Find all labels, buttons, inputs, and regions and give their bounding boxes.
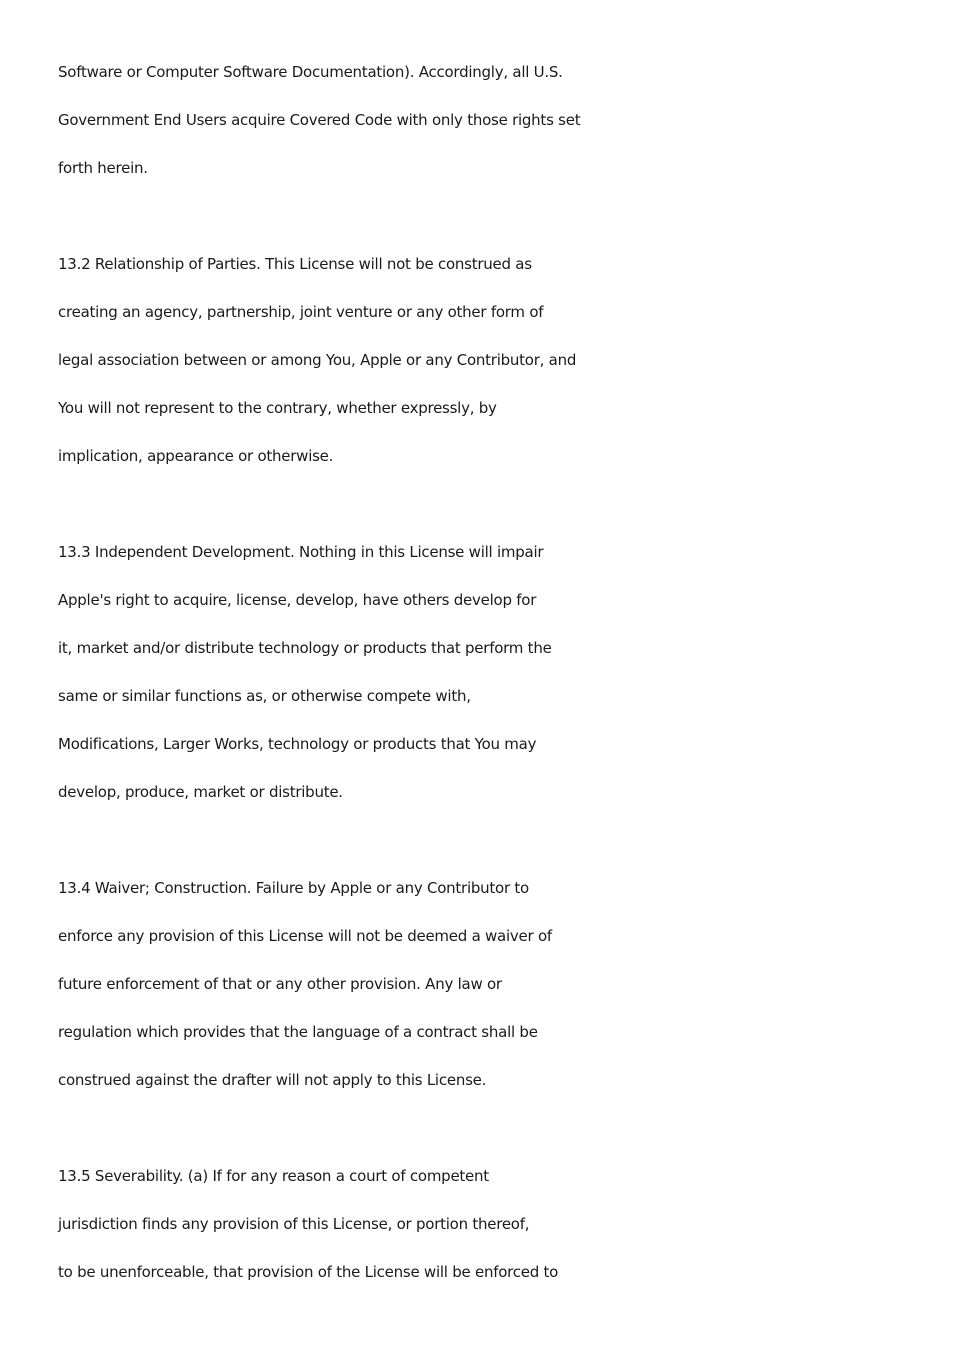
text-line: jurisdiction finds any provision of this License, or portion thereof, (58, 1215, 530, 1233)
paragraph-13-2-relationship-of-parties (58, 249, 678, 489)
text-line: Apple's right to acquire, license, develop, have others develop for (58, 591, 537, 609)
paragraph-government-rights-continued (58, 57, 678, 201)
text-line: it, market and/or distribute technology or products that perform the (58, 639, 552, 657)
text-line: to be unenforceable, that provision of the License will be enforced to (58, 1263, 559, 1281)
text-line: 13.3 Independent Development. Nothing in this License will impair (58, 543, 544, 561)
paragraph-13-4-waiver-construction (58, 873, 678, 1113)
text-line: 13.5 Severability. (a) If for any reason a court of competent (58, 1167, 489, 1185)
text-line: develop, produce, market or distribute. (58, 783, 343, 801)
text-line: creating an agency, partnership, joint venture or any other form of (58, 303, 544, 321)
text-line: enforce any provision of this License will not be deemed a waiver of (58, 927, 552, 945)
text-line: legal association between or among You, Apple or any Contributor, and (58, 351, 577, 369)
paragraph-13-5-severability (58, 1161, 678, 1305)
text-line: future enforcement of that or any other provision. Any law or (58, 975, 502, 993)
text-line: Software or Computer Software Documentation). Accordingly, all U.S. (58, 63, 563, 81)
text-line: Government End Users acquire Covered Code with only those rights set (58, 111, 581, 129)
text-line: forth herein. (58, 159, 148, 177)
text-line: You will not represent to the contrary, whether expressly, by (58, 399, 497, 417)
text-line: regulation which provides that the language of a contract shall be (58, 1023, 538, 1041)
text-line: implication, appearance or otherwise. (58, 447, 334, 465)
paragraph-13-3-independent-development (58, 537, 678, 825)
text-line: 13.4 Waiver; Construction. Failure by Apple or any Contributor to (58, 879, 529, 897)
document-body (58, 57, 678, 1353)
text-line: construed against the drafter will not apply to this License. (58, 1071, 487, 1089)
text-line: same or similar functions as, or otherwise compete with, (58, 687, 471, 705)
text-line: 13.2 Relationship of Parties. This License will not be construed as (58, 255, 532, 273)
text-line: Modifications, Larger Works, technology or products that You may (58, 735, 537, 753)
